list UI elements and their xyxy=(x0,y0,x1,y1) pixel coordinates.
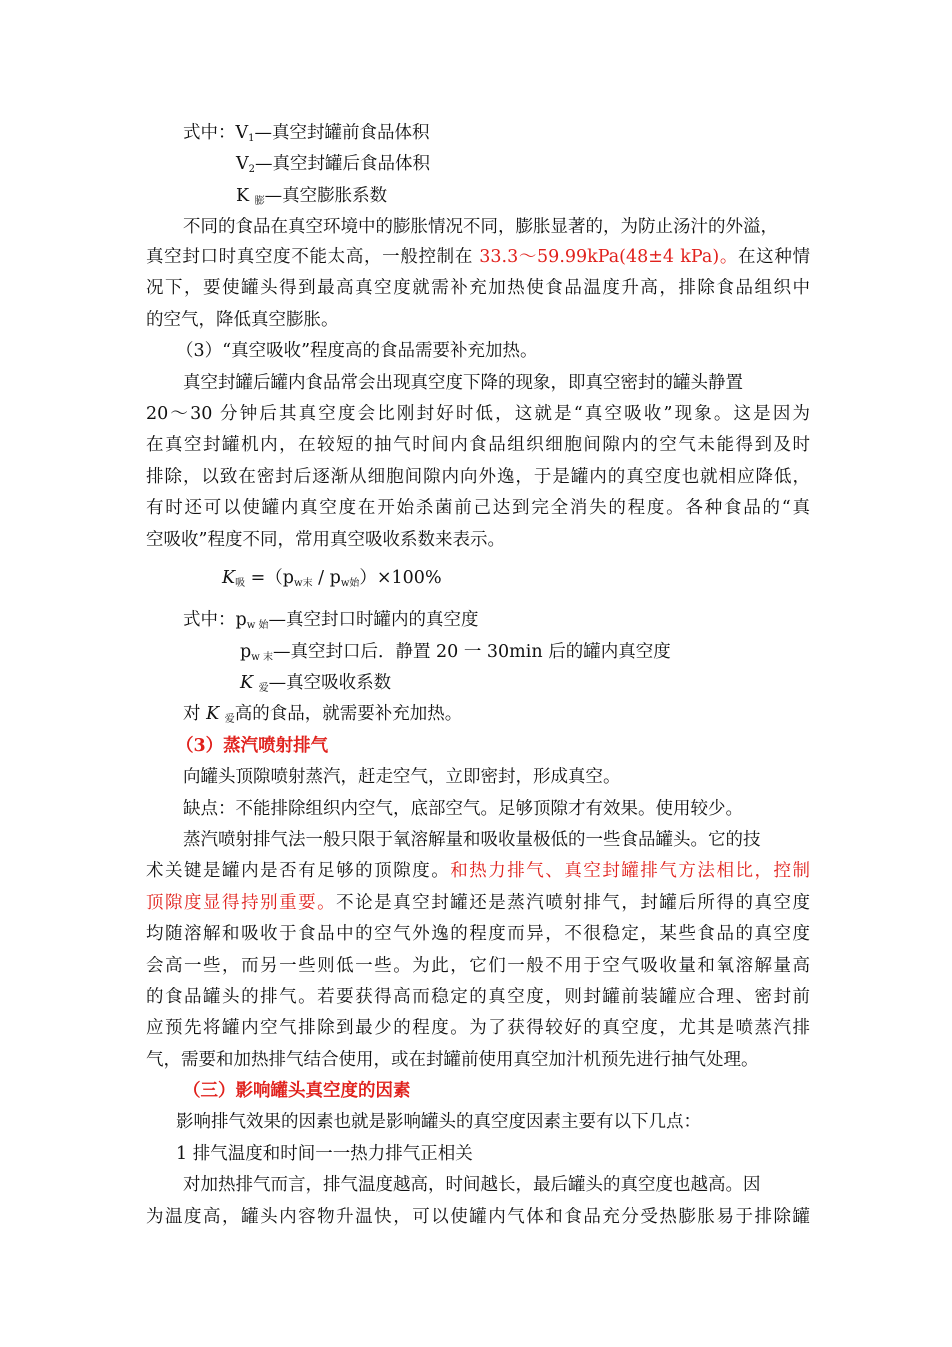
paragraph-line: 况下，要使罐头得到最高真空度就需补充加热使食品温度升高，排除食品组织中 xyxy=(146,278,810,298)
paragraph-line: 的空气，降低真空膨胀。 xyxy=(146,310,339,330)
paragraph-line: 为温度高，罐头内容物升温快，可以使罐内气体和食品充分受热膨胀易于排除罐 xyxy=(146,1207,810,1227)
subscript: w始 xyxy=(340,578,360,589)
paragraph-line: 蒸汽喷射排气法一般只限于氧溶解量和吸收量极低的一些食品罐头。它的技 xyxy=(183,830,761,850)
subscript: w末 xyxy=(294,578,313,589)
text: ）×100% xyxy=(359,568,442,588)
subscript: 2 xyxy=(248,164,256,175)
section-heading: （三）影响罐头真空度的因素 xyxy=(183,1081,411,1101)
text: 真空封口时真空度不能太高，一般控制在 xyxy=(146,247,480,267)
formula-legend-pw-end xyxy=(240,641,671,663)
section-heading: （3）蒸汽喷射排气 xyxy=(176,736,329,756)
paragraph-line: 不同的食品在真空环境中的膨胀情况不同，膨胀显著的，为防止汤汁的外溢， xyxy=(183,217,778,237)
text: 式中：V xyxy=(183,123,249,143)
paragraph-line: 缺点：不能排除组织内空气，底部空气。足够顶隙才有效果。使用较少。 xyxy=(183,799,743,819)
paragraph-line: 应预先将罐内空气排除到最少的程度。为了获得较好的真空度，尤其是喷蒸汽排 xyxy=(146,1018,810,1038)
formula-legend-v2 xyxy=(236,153,430,175)
text: K xyxy=(240,673,254,693)
text: 术关键是罐内是否有足够的顶隙度。 xyxy=(146,861,451,881)
text: =（p xyxy=(245,568,295,588)
text: —真空吸收系数 xyxy=(268,673,392,693)
text: —真空封口后．静置 20 一 30min 后的罐内真空度 xyxy=(272,642,671,662)
text: —真空封罐前食品体积 xyxy=(254,123,430,143)
paragraph-line xyxy=(146,892,810,914)
paragraph-line: 在真空封罐机内，在较短的抽气时间内食品组织细胞间隙内的空气未能得到及时 xyxy=(146,435,810,455)
text: 高的食品，就需要补充加热。 xyxy=(234,704,463,724)
paragraph-line: 向罐头顶隙喷射蒸汽，赶走空气，立即密封，形成真空。 xyxy=(183,767,621,787)
text: 对 xyxy=(183,704,207,724)
formula-legend-k-absorption xyxy=(240,672,391,694)
text: —真空封罐后食品体积 xyxy=(255,154,431,174)
text: K xyxy=(222,568,236,588)
text: 式中：p xyxy=(183,610,247,630)
paragraph-line: 会高一些，而另一些则低一些。为此，它们一般不用于空气吸收量和氧溶解量高 xyxy=(146,956,810,976)
text: 不论是真空封罐还是蒸汽喷射排气，封罐后所得的真空度 xyxy=(336,893,811,913)
formula-legend-v1 xyxy=(183,122,430,144)
subscript: w 末 xyxy=(251,652,273,663)
paragraph-line: 对加热排气而言，排气温度越高，时间越长，最后罐头的真空度也越高。因 xyxy=(183,1175,761,1195)
highlight-text: 顶隙度显得持别重要。 xyxy=(146,893,337,913)
paragraph-line xyxy=(146,246,810,268)
formula-legend-pw-start xyxy=(183,609,478,631)
subscript: 1 xyxy=(248,133,255,144)
text: K xyxy=(236,186,250,206)
formula-legend-k-expansion xyxy=(236,185,387,207)
paragraph-line: 气，需要和加热排气结合使用，或在封罐前使用真空加汁机预先进行抽气处理。 xyxy=(146,1050,759,1070)
paragraph-line: 有时还可以使罐内真空度在开始杀菌前己达到完全消失的程度。各种食品的“真 xyxy=(146,498,810,518)
paragraph-line: 影响排气效果的因素也就是影响罐头的真空度因素主要有以下几点： xyxy=(176,1112,701,1132)
subscript: w 始 xyxy=(246,620,269,631)
paragraph-line: 真空封罐后罐内食品常会出现真空度下降的现象，即真空密封的罐头静置 xyxy=(183,373,743,393)
paragraph-line: 20～30 分钟后其真空度会比刚封好时低，这就是“真空吸收”现象。这是因为 xyxy=(146,404,810,424)
paragraph-line: 的食品罐头的排气。若要获得高而稳定的真空度，则封罐前装罐应合理、密封前 xyxy=(146,987,810,1007)
subheading: （3）“真空吸收”程度高的食品需要补充加热。 xyxy=(176,341,538,361)
subheading: 1 排气温度和时间一一热力排气正相关 xyxy=(176,1144,473,1164)
text: —真空膨胀系数 xyxy=(264,186,388,206)
subscript: 膨 xyxy=(254,196,265,207)
text: K xyxy=(206,704,220,724)
paragraph-line: 均随溶解和吸收于食品中的空气外逸的程度而异，不很稳定，某些食品的真空度 xyxy=(146,924,810,944)
subscript: 吸 xyxy=(235,578,246,589)
highlight-text: 33.3～59.99kPa(48±4 kPa)。 xyxy=(479,247,738,267)
text: 在这种情 xyxy=(738,247,811,267)
text: —真空封口时罐内的真空度 xyxy=(268,610,479,630)
formula-k-absorption xyxy=(222,567,442,589)
paragraph-line xyxy=(146,860,810,882)
paragraph-line xyxy=(183,703,462,725)
paragraph-line: 空吸收”程度不同，常用真空吸收系数来表示。 xyxy=(146,530,505,550)
text: / p xyxy=(312,568,341,588)
highlight-text: 和热力排气、真空封罐排气方法相比，控制 xyxy=(450,861,810,881)
subscript: 爱 xyxy=(258,683,269,694)
text: V xyxy=(236,154,249,174)
paragraph-line: 排除，以致在密封后逐渐从细胞间隙内向外逸，于是罐内的真空度也就相应降低， xyxy=(146,467,810,487)
text: p xyxy=(240,642,252,662)
subscript: 爱 xyxy=(224,714,235,725)
